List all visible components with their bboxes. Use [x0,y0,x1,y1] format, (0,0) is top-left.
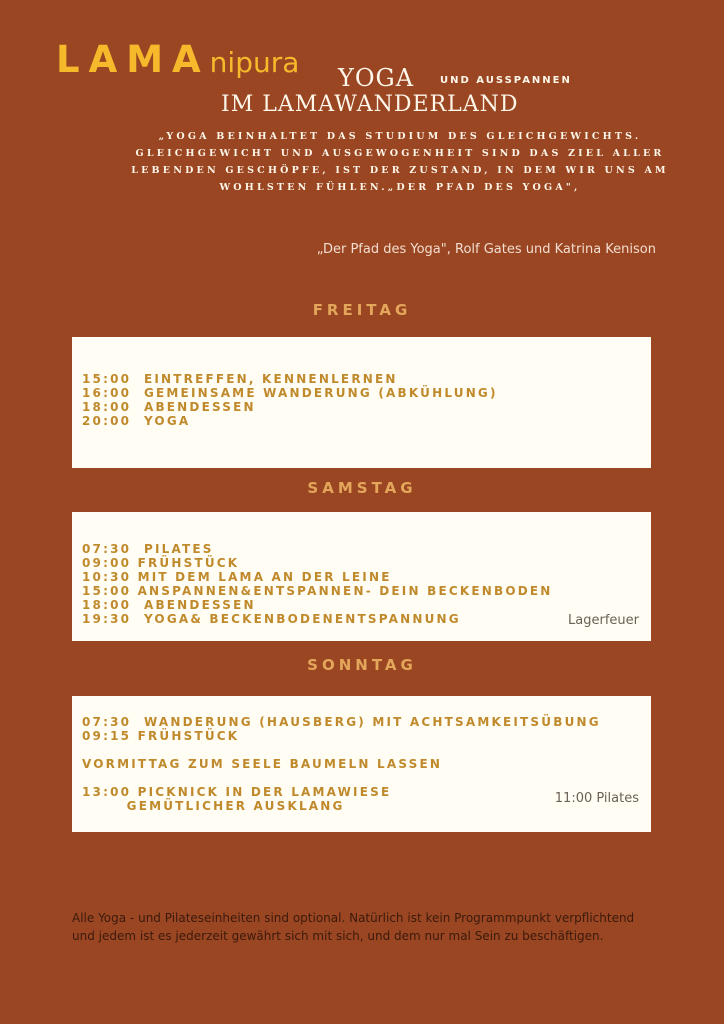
schedule-panel-sunday [72,696,651,832]
schedule-item: 07:30 PILATES [82,542,214,556]
schedule-item: 15:00 ANSPANNEN&ENTSPANNEN- DEIN BECKENBODEN [82,584,553,598]
schedule-item: 18:00 ABENDESSEN [82,598,256,612]
schedule-item: 16:00 GEMEINSAME WANDERUNG (ABKÜHLUNG) [82,386,498,400]
schedule-item: 20:00 YOGA [82,414,191,428]
logo-bold-text: LAMA [56,38,210,81]
schedule-item: 09:15 FRÜHSTÜCK [82,729,240,743]
schedule-item: VORMITTAG ZUM SEELE BAUMELN LASSEN [82,757,443,771]
schedule-panel-friday [72,337,651,468]
quote-attribution: „Der Pfad des Yoga", Rolf Gates und Katrina Kenison [316,242,656,257]
title-suffix: UND AUSSPANNEN [440,75,572,86]
day-heading-saturday: SAMSTAG [307,479,417,497]
schedule-item: 10:30 MIT DEM LAMA AN DER LEINE [82,570,392,584]
quote-line: LEBENDEN GESCHÖPFE, IST DER ZUSTAND, IN DEM WIR UNS AM [131,165,669,176]
footer-line: und jedem ist es jederzeit gewährt sich mit sich, und dem nur mal Sein zu beschäftigen. [72,929,604,943]
schedule-item: 09:00 FRÜHSTÜCK [82,556,240,570]
side-note-saturday: Lagerfeuer [568,613,639,628]
day-heading-friday: FREITAG [312,301,412,319]
subtitle: IM LAMAWANDERLAND [221,92,519,117]
side-note-sunday: 11:00 Pilates [554,791,639,806]
schedule-panel-saturday [72,512,651,641]
quote-line: WOHLSTEN FÜHLEN.„DER PFAD DES YOGA", [219,182,581,193]
footer-note [72,909,672,945]
quote-line: GLEICHGEWICHT UND AUSGEWOGENHEIT SIND DAS ZIEL ALLER [135,148,665,159]
schedule-item: 07:30 WANDERUNG (HAUSBERG) MIT ACHTSAMKEITSÜBUNG [82,715,601,729]
schedule-item: 19:30 YOGA& BECKENBODENENTSPANNUNG [82,612,461,626]
schedule-item: 13:00 PICKNICK IN DER LAMAWIESE [82,785,392,799]
schedule-list-saturday [82,542,553,626]
logo [56,38,299,81]
logo-light-text: nipura [209,46,300,79]
title-yoga: YOGA [338,64,415,92]
schedule-item: 15:00 EINTREFFEN, KENNENLERNEN [82,372,398,386]
schedule-list-sunday [82,715,601,813]
schedule-item: 18:00 ABENDESSEN [82,400,256,414]
schedule-list-friday [82,372,498,428]
schedule-item: GEMÜTLICHER AUSKLANG [82,799,345,813]
day-heading-sunday: SONNTAG [307,656,417,674]
quote-line: „YOGA BEINHALTET DAS STUDIUM DES GLEICHGEWICHTS. [158,131,642,142]
footer-line: Alle Yoga - und Pilateseinheiten sind optional. Natürlich ist kein Programmpunkt verpflichtend [72,911,635,925]
quote [100,128,700,196]
